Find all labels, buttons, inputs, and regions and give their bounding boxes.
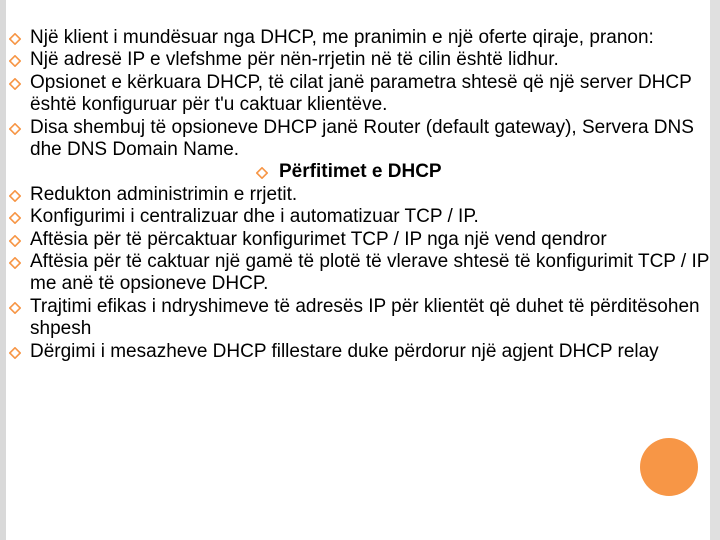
list-item-text: Disa shembuj të opsioneve DHCP janë Router (default gateway), Servera DNS dhe DNS Domain Name. [30, 116, 694, 161]
list-item [30, 296, 714, 341]
diamond-outline-icon [256, 167, 268, 179]
list-item [30, 49, 714, 71]
list-item-text: Aftësia për të përcaktuar konfigurimet TCP / IP nga një vend qendror [30, 228, 607, 250]
list-item [30, 229, 714, 251]
list-item-text: Konfigurimi i centralizuar dhe i automatizuar TCP / IP. [30, 206, 479, 228]
section-heading [30, 161, 714, 183]
list-item-text: Një klient i mundësuar nga DHCP, me pranimin e një oferte qiraje, pranon: [30, 27, 654, 48]
list-item [30, 27, 714, 49]
list-item-text: Opsionet e kërkuara DHCP, të cilat janë parametra shtesë që një server DHCP është konfiguruar për t'u caktuar klientëve. [30, 71, 692, 116]
list-item [30, 117, 714, 162]
diamond-outline-icon [9, 235, 21, 247]
list-item [30, 72, 714, 117]
list-item [30, 206, 714, 228]
orange-circle-decoration [640, 438, 698, 496]
list-item-text: Trajtimi efikas i ndryshimeve të adresës IP për klientët që duhet të përditësohen shpesh [30, 295, 700, 340]
diamond-outline-icon [9, 347, 21, 359]
list-item-text: Dërgimi i mesazheve DHCP fillestare duke përdorur një agjent DHCP relay [30, 340, 659, 362]
diamond-outline-icon [9, 33, 21, 45]
list-item-text: Redukton administrimin e rrjetit. [30, 183, 298, 205]
list-item [30, 341, 714, 363]
left-frame-bar [0, 0, 6, 540]
section-heading-text: Përfitimet e DHCP [279, 161, 442, 183]
list-item-text: Aftësia për të caktuar një gamë të plotë të vlerave shtesë të konfigurimit TCP / IP me anë të opsioneve DHCP. [30, 251, 710, 295]
list-item [30, 251, 714, 296]
diamond-outline-icon [9, 78, 21, 90]
diamond-outline-icon [9, 123, 21, 135]
list-item [30, 184, 714, 206]
diamond-outline-icon [9, 190, 21, 202]
diamond-outline-icon [9, 55, 21, 67]
diamond-outline-icon [9, 212, 21, 224]
diamond-outline-icon [9, 302, 21, 314]
diamond-outline-icon [9, 257, 21, 269]
bullet-list [30, 27, 714, 363]
list-item-text: Një adresë IP e vlefshme për nën-rrjetin në të cilin është lidhur. [30, 49, 559, 71]
